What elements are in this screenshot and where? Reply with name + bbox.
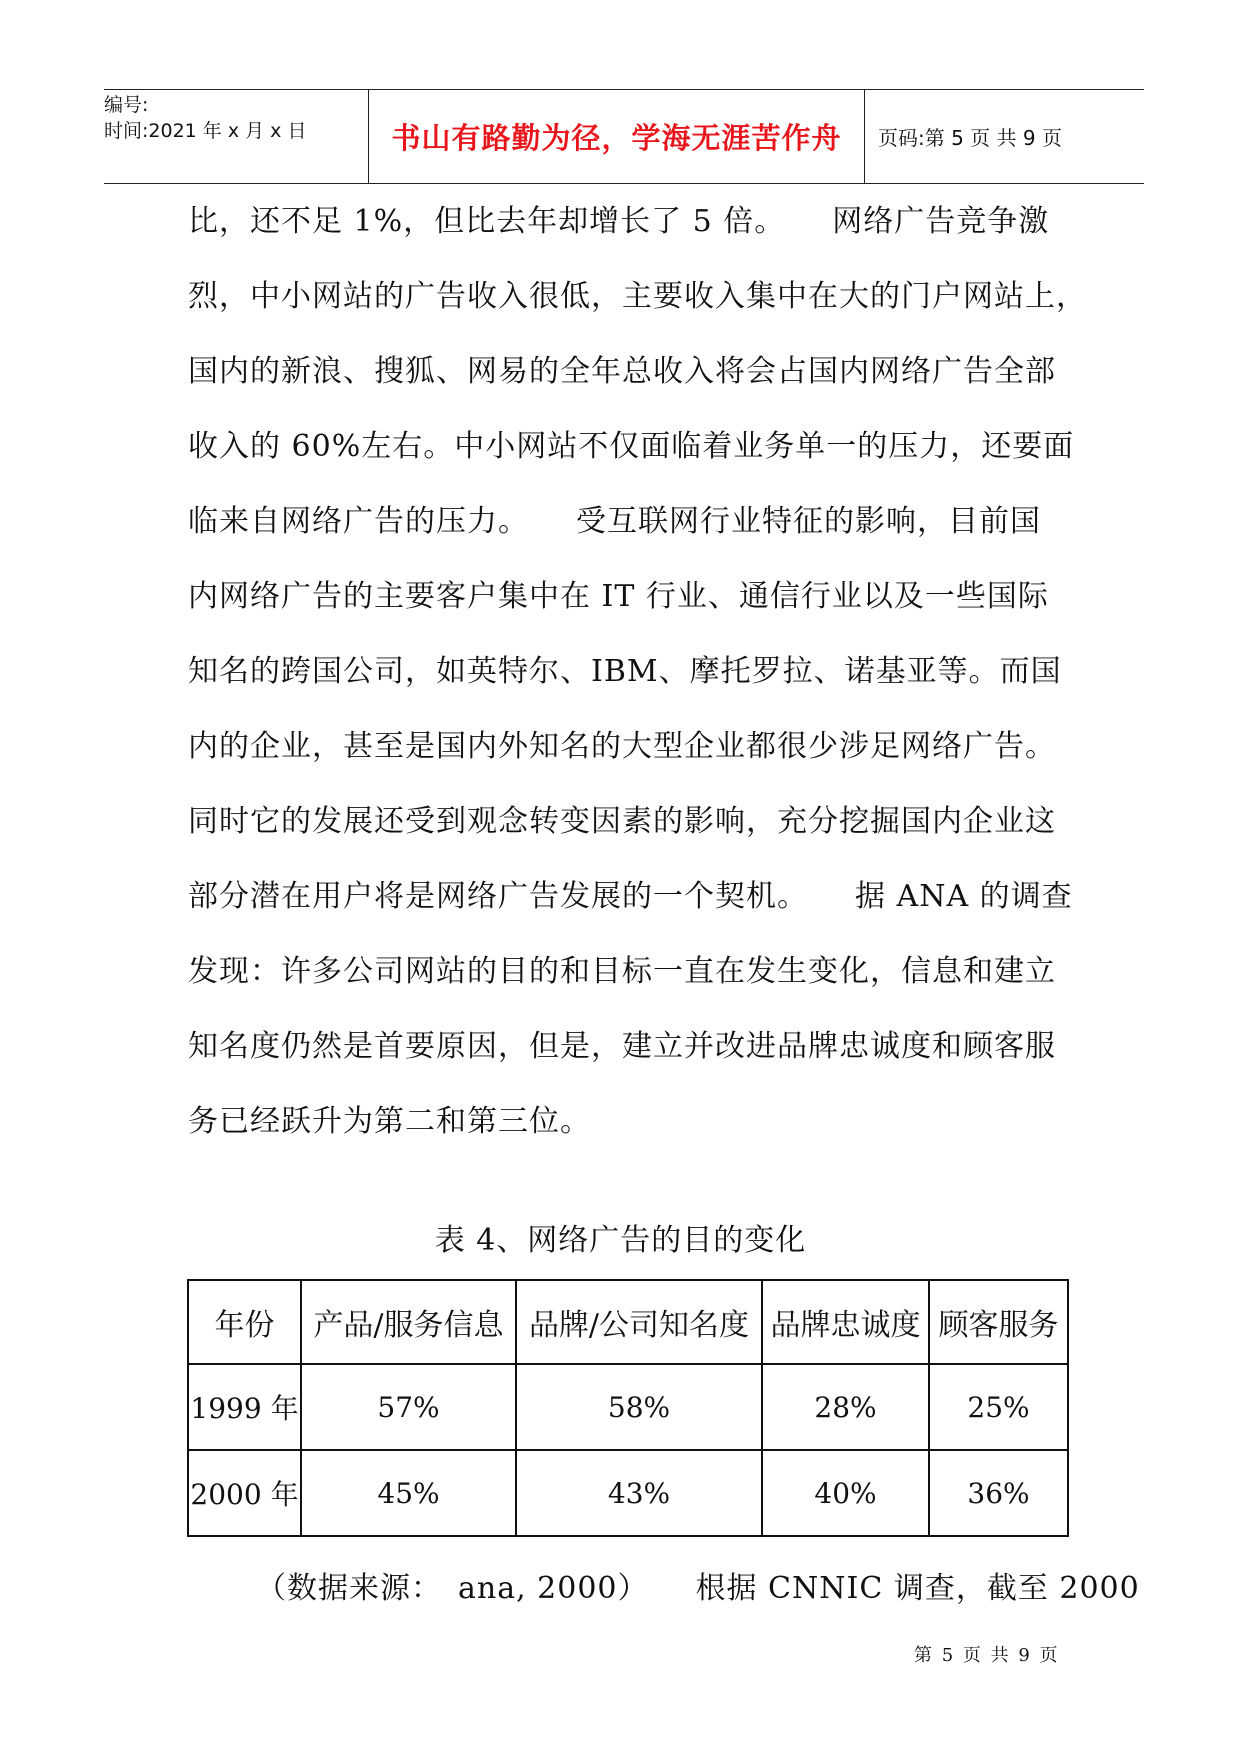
table-cell: 2000 年 [188, 1450, 301, 1536]
table-header-cell: 品牌忠诚度 [762, 1280, 929, 1364]
serial-label: 编号: [104, 94, 149, 116]
table-row [188, 1450, 1068, 1536]
table-cell: 45% [301, 1450, 516, 1536]
table-cell: 58% [516, 1364, 762, 1450]
table-header-row [188, 1280, 1068, 1364]
table-cell: 40% [762, 1450, 929, 1536]
body-line: 知名的跨国公司，如英特尔、IBM、摩托罗拉、诺基亚等。而国 [188, 654, 1062, 689]
table-header-cell: 品牌/公司知名度 [516, 1280, 762, 1364]
table-caption: 表 4、网络广告的目的变化 [434, 1223, 807, 1258]
table-cell: 28% [762, 1364, 929, 1450]
body-line: 收入的 60%左右。中小网站不仅面临着业务单一的压力，还要面 [188, 429, 1075, 464]
data-table [187, 1279, 1069, 1537]
table-cell: 1999 年 [188, 1364, 301, 1450]
body-line: 务已经跃升为第二和第三位。 [188, 1104, 591, 1139]
body-line: 烈，中小网站的广告收入很低，主要收入集中在大的门户网站上， [188, 279, 1087, 314]
time-label: 时间:2021 年 x 月 x 日 [104, 120, 307, 142]
table-cell: 36% [929, 1450, 1068, 1536]
body-line: 内的企业，甚至是国内外知名的大型企业都很少涉足网络广告。 [188, 729, 1056, 764]
body-line: 比，还不足 1%，但比去年却增长了 5 倍。 网络广告竞争激 [188, 204, 1050, 239]
table-cell: 25% [929, 1364, 1068, 1450]
page-label: 页码:第 5 页 共 9 页 [878, 126, 1062, 150]
body-line: 同时它的发展还受到观念转变因素的影响，充分挖掘国内企业这 [188, 804, 1056, 839]
header-motto-cell [368, 90, 865, 183]
table-cell: 43% [516, 1450, 762, 1536]
body-line: 国内的新浪、搜狐、网易的全年总收入将会占国内网络广告全部 [188, 354, 1056, 389]
body-text [188, 184, 1087, 1159]
body-line: 内网络广告的主要客户集中在 IT 行业、通信行业以及一些国际 [188, 579, 1049, 614]
body-line: 部分潜在用户将是网络广告发展的一个契机。 据 ANA 的调查 [188, 879, 1073, 914]
body-line: 知名度仍然是首要原因，但是，建立并改进品牌忠诚度和顾客服 [188, 1029, 1056, 1064]
table-header-cell: 顾客服务 [929, 1280, 1068, 1364]
body-line: 临来自网络广告的压力。 受互联网行业特征的影响，目前国 [188, 504, 1041, 539]
page-header [104, 89, 1144, 184]
header-motto: 书山有路勤为径，学海无涯苦作舟 [391, 121, 842, 155]
header-meta [104, 90, 368, 185]
table-row [188, 1364, 1068, 1450]
page-footer: 第 5 页 共 9 页 [914, 1645, 1060, 1666]
table-cell: 57% [301, 1364, 516, 1450]
table-header-cell: 产品/服务信息 [301, 1280, 516, 1364]
table-header-cell: 年份 [188, 1280, 301, 1364]
source-line: （数据来源： ana, 2000） 根据 CNNIC 调查，截至 2000 [256, 1571, 1140, 1606]
body-line: 发现：许多公司网站的目的和目标一直在发生变化，信息和建立 [188, 954, 1056, 989]
header-page-number [866, 90, 1156, 183]
